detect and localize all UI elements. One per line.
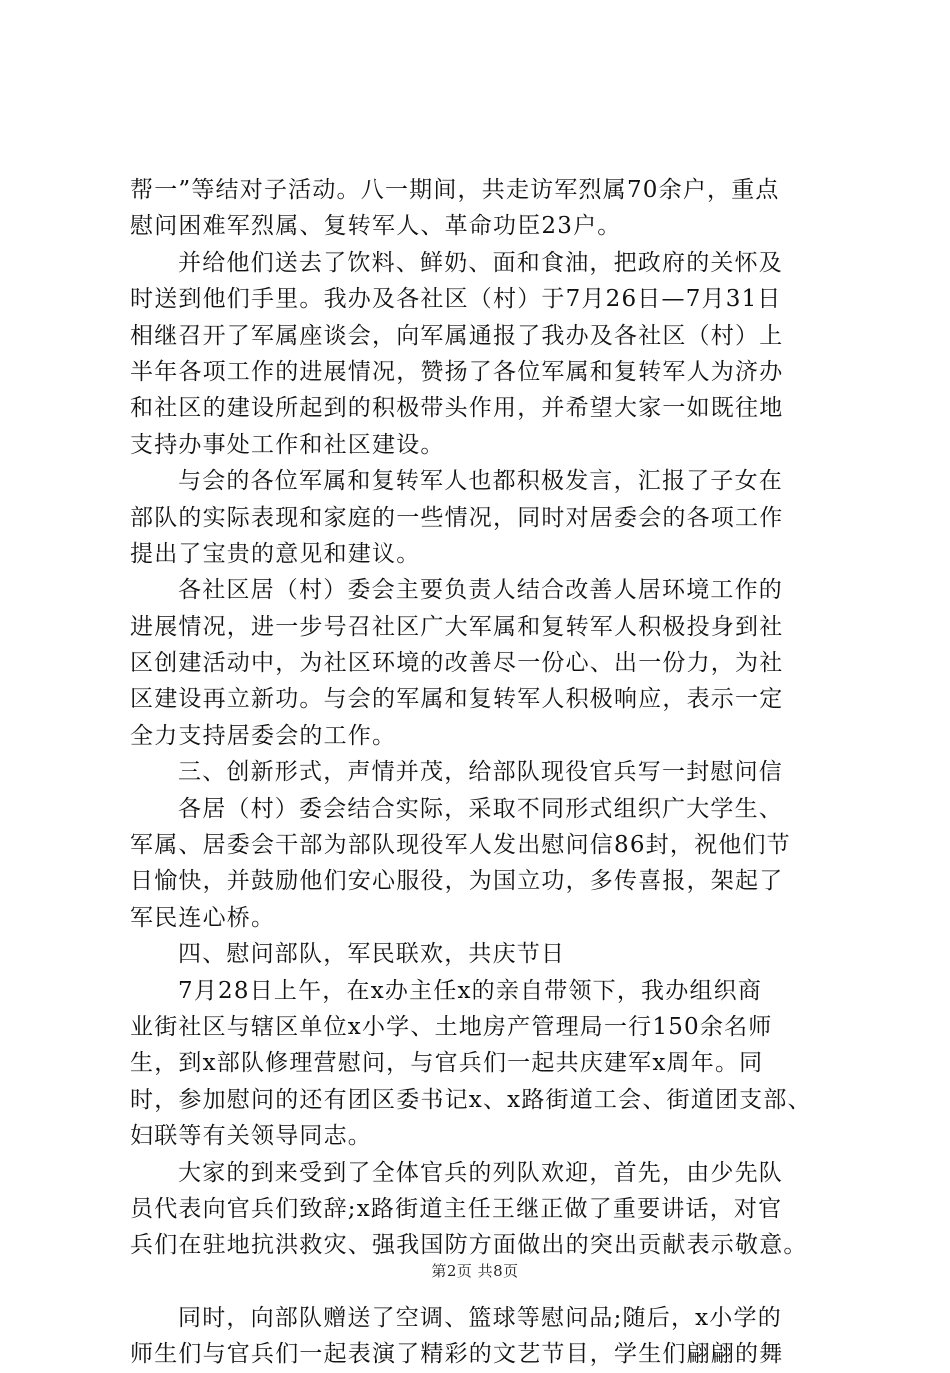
- text-line: 师生们与官兵们一起表演了精彩的文艺节目，学生们翩翩的舞: [130, 1341, 784, 1368]
- text-line: 各社区居（村）委会主要负责人结合改善人居环境工作的: [178, 577, 783, 604]
- text-line: 支持办事处工作和社区建设。: [130, 431, 445, 458]
- text-line: 时，参加慰问的还有团区委书记x、x路街道工会、街道团支部、: [130, 1086, 812, 1113]
- page-footer: 第2页 共8页: [431, 1262, 519, 1280]
- text-line: 慰问困难军烈属、复转军人、革命功臣23户。: [130, 213, 622, 240]
- text-line: 全力支持居委会的工作。: [130, 722, 397, 749]
- text-line: 和社区的建设所起到的积极带头作用，并希望大家一如既往地: [130, 395, 784, 422]
- text-line: 军属、居委会干部为部队现役军人发出慰问信86封，祝他们节: [130, 832, 791, 859]
- text-line: 与会的各位军属和复转军人也都积极发言，汇报了子女在: [178, 468, 783, 495]
- text-line: 员代表向官兵们致辞;x路街道主任王继正做了重要讲话，对官: [130, 1195, 783, 1222]
- text-line: 时送到他们手里。我办及各社区（村）于7月26日—7月31日: [130, 286, 782, 313]
- text-line: 半年各项工作的进展情况，赞扬了各位军属和复转军人为济办: [130, 358, 784, 385]
- text-line: 并给他们送去了饮料、鲜奶、面和食油，把政府的关怀及: [178, 249, 783, 276]
- text-line: 军民连心桥。: [130, 904, 276, 931]
- text-line: 四、慰问部队，军民联欢，共庆节日: [178, 941, 566, 968]
- text-line: 7月28日上午，在x办主任x的亲自带领下，我办组织商: [178, 977, 763, 1004]
- text-line: 生，到x部队修理营慰问，与官兵们一起共庆建军x周年。同: [130, 1050, 764, 1077]
- text-line: 进展情况，进一步号召社区广大军属和复转军人积极投身到社: [130, 613, 784, 640]
- text-line: 部队的实际表现和家庭的一些情况，同时对居委会的各项工作: [130, 504, 784, 531]
- text-line: 相继召开了军属座谈会，向军属通报了我办及各社区（村）上: [130, 322, 784, 349]
- text-line: 日愉快，并鼓励他们安心服役，为国立功，多传喜报，架起了: [130, 868, 784, 895]
- text-line: 兵们在驻地抗洪救灾、强我国防方面做出的突出贡献表示敬意。: [130, 1232, 808, 1259]
- text-line: 妇联等有关领导同志。: [130, 1123, 372, 1150]
- text-line: 帮一”等结对子活动。八一期间，共走访军烈属70余户，重点: [130, 177, 780, 203]
- text-line: 各居（村）委会结合实际，采取不同形式组织广大学生、: [178, 795, 783, 822]
- document-body: [130, 172, 830, 1373]
- text-line: 三、创新形式，声情并茂，给部队现役官兵写一封慰问信: [178, 759, 783, 786]
- text-line: 区建设再立新功。与会的军属和复转军人积极响应，表示一定: [130, 686, 784, 713]
- text-line: 大家的到来受到了全体官兵的列队欢迎，首先，由少先队: [178, 1159, 783, 1186]
- text-line: 区创建活动中，为社区环境的改善尽一份心、出一份力，为社: [130, 650, 784, 677]
- text-line: 同时，向部队赠送了空调、篮球等慰问品;随后，x小学的: [178, 1304, 782, 1331]
- text-line: 业街社区与辖区单位x小学、土地房产管理局一行150余名师: [130, 1013, 773, 1040]
- text-line: 提出了宝贵的意见和建议。: [130, 540, 421, 567]
